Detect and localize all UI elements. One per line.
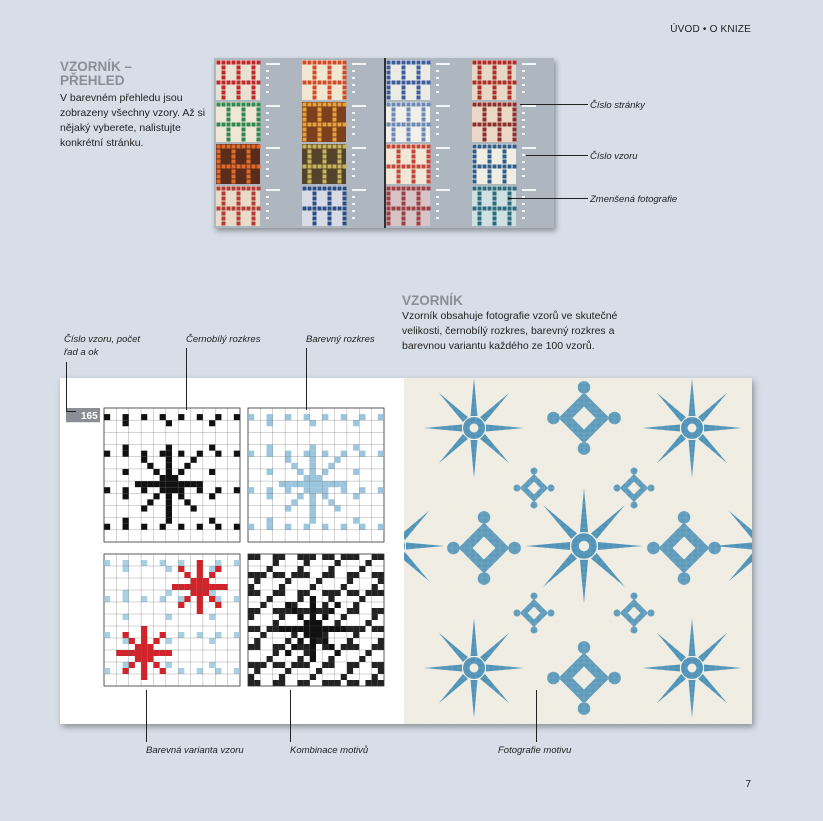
- color-variant-chart: [104, 554, 240, 686]
- callout-pattern-number: Číslo vzoru: [590, 151, 638, 162]
- thumbnail: [216, 144, 280, 184]
- connector-bw: [186, 348, 187, 410]
- thumbnail: [302, 60, 366, 100]
- thumbnail: [472, 144, 536, 184]
- thumbnail: [386, 186, 450, 226]
- callout-line-page: [520, 104, 588, 105]
- section-header: ÚVOD • O KNIZE: [670, 24, 751, 35]
- thumbnail: [472, 60, 536, 100]
- label-motif-photo: Fotografie motivu: [498, 745, 572, 756]
- callout-line-photo: [508, 198, 588, 199]
- chart-page: [60, 378, 404, 724]
- callout-thumbnail: Zmenšená fotografie: [590, 194, 678, 205]
- thumbnail: [302, 186, 366, 226]
- thumbnail: [472, 102, 536, 142]
- page-number: 7: [745, 779, 751, 790]
- motif-combination-chart: [248, 554, 384, 686]
- connector-number-h: [66, 411, 76, 412]
- pattern-number-text: 165: [81, 411, 98, 422]
- label-pattern-number: Číslo vzoru, počet řad a ok: [64, 334, 141, 358]
- connector-photo: [536, 690, 537, 742]
- connector-color: [306, 348, 307, 410]
- overview-heading: VZORNÍK – PŘEHLED: [60, 59, 133, 88]
- callout-line-number: [526, 155, 588, 156]
- thumbnail: [472, 186, 536, 226]
- connector-number: [66, 362, 67, 412]
- label-color-variant: Barevná varianta vzoru: [146, 745, 244, 756]
- thumbnail: [216, 102, 280, 142]
- connector-variant: [146, 690, 147, 742]
- thumbnail: [216, 60, 280, 100]
- bw-chart: [104, 408, 240, 542]
- connector-combination: [290, 690, 291, 742]
- thumbnail: [216, 186, 280, 226]
- callout-page-number: Číslo stránky: [590, 100, 645, 111]
- label-color-chart: Barevný rozkres: [306, 334, 375, 345]
- thumbnail: [386, 144, 450, 184]
- knitted-snowflake-pattern: [404, 378, 752, 724]
- color-chart: [248, 408, 384, 542]
- thumbnail: [302, 102, 366, 142]
- label-bw-chart: Černobílý rozkres: [186, 334, 261, 345]
- vzornik-text: Vzorník obsahuje fotografie vzorů ve skutečné velikosti, černobílý rozkres, barevný rozkres a barevnou variantu každého ze 100 vzorů.: [402, 310, 618, 352]
- motif-photo: [404, 378, 752, 724]
- overview-spread-image: [214, 58, 554, 228]
- thumbnail: [302, 144, 366, 184]
- thumbnail: [386, 60, 450, 100]
- thumbnail: [386, 102, 450, 142]
- label-motif-combination: Kombinace motivů: [290, 745, 369, 756]
- overview-text: V barevném přehledu jsou zobrazeny všechny vzory. Až si nějaký vyberete, nalistujte konkrétní stránku.: [60, 92, 206, 149]
- vzornik-heading: VZORNÍK: [402, 293, 463, 308]
- overview-spine: [384, 58, 386, 228]
